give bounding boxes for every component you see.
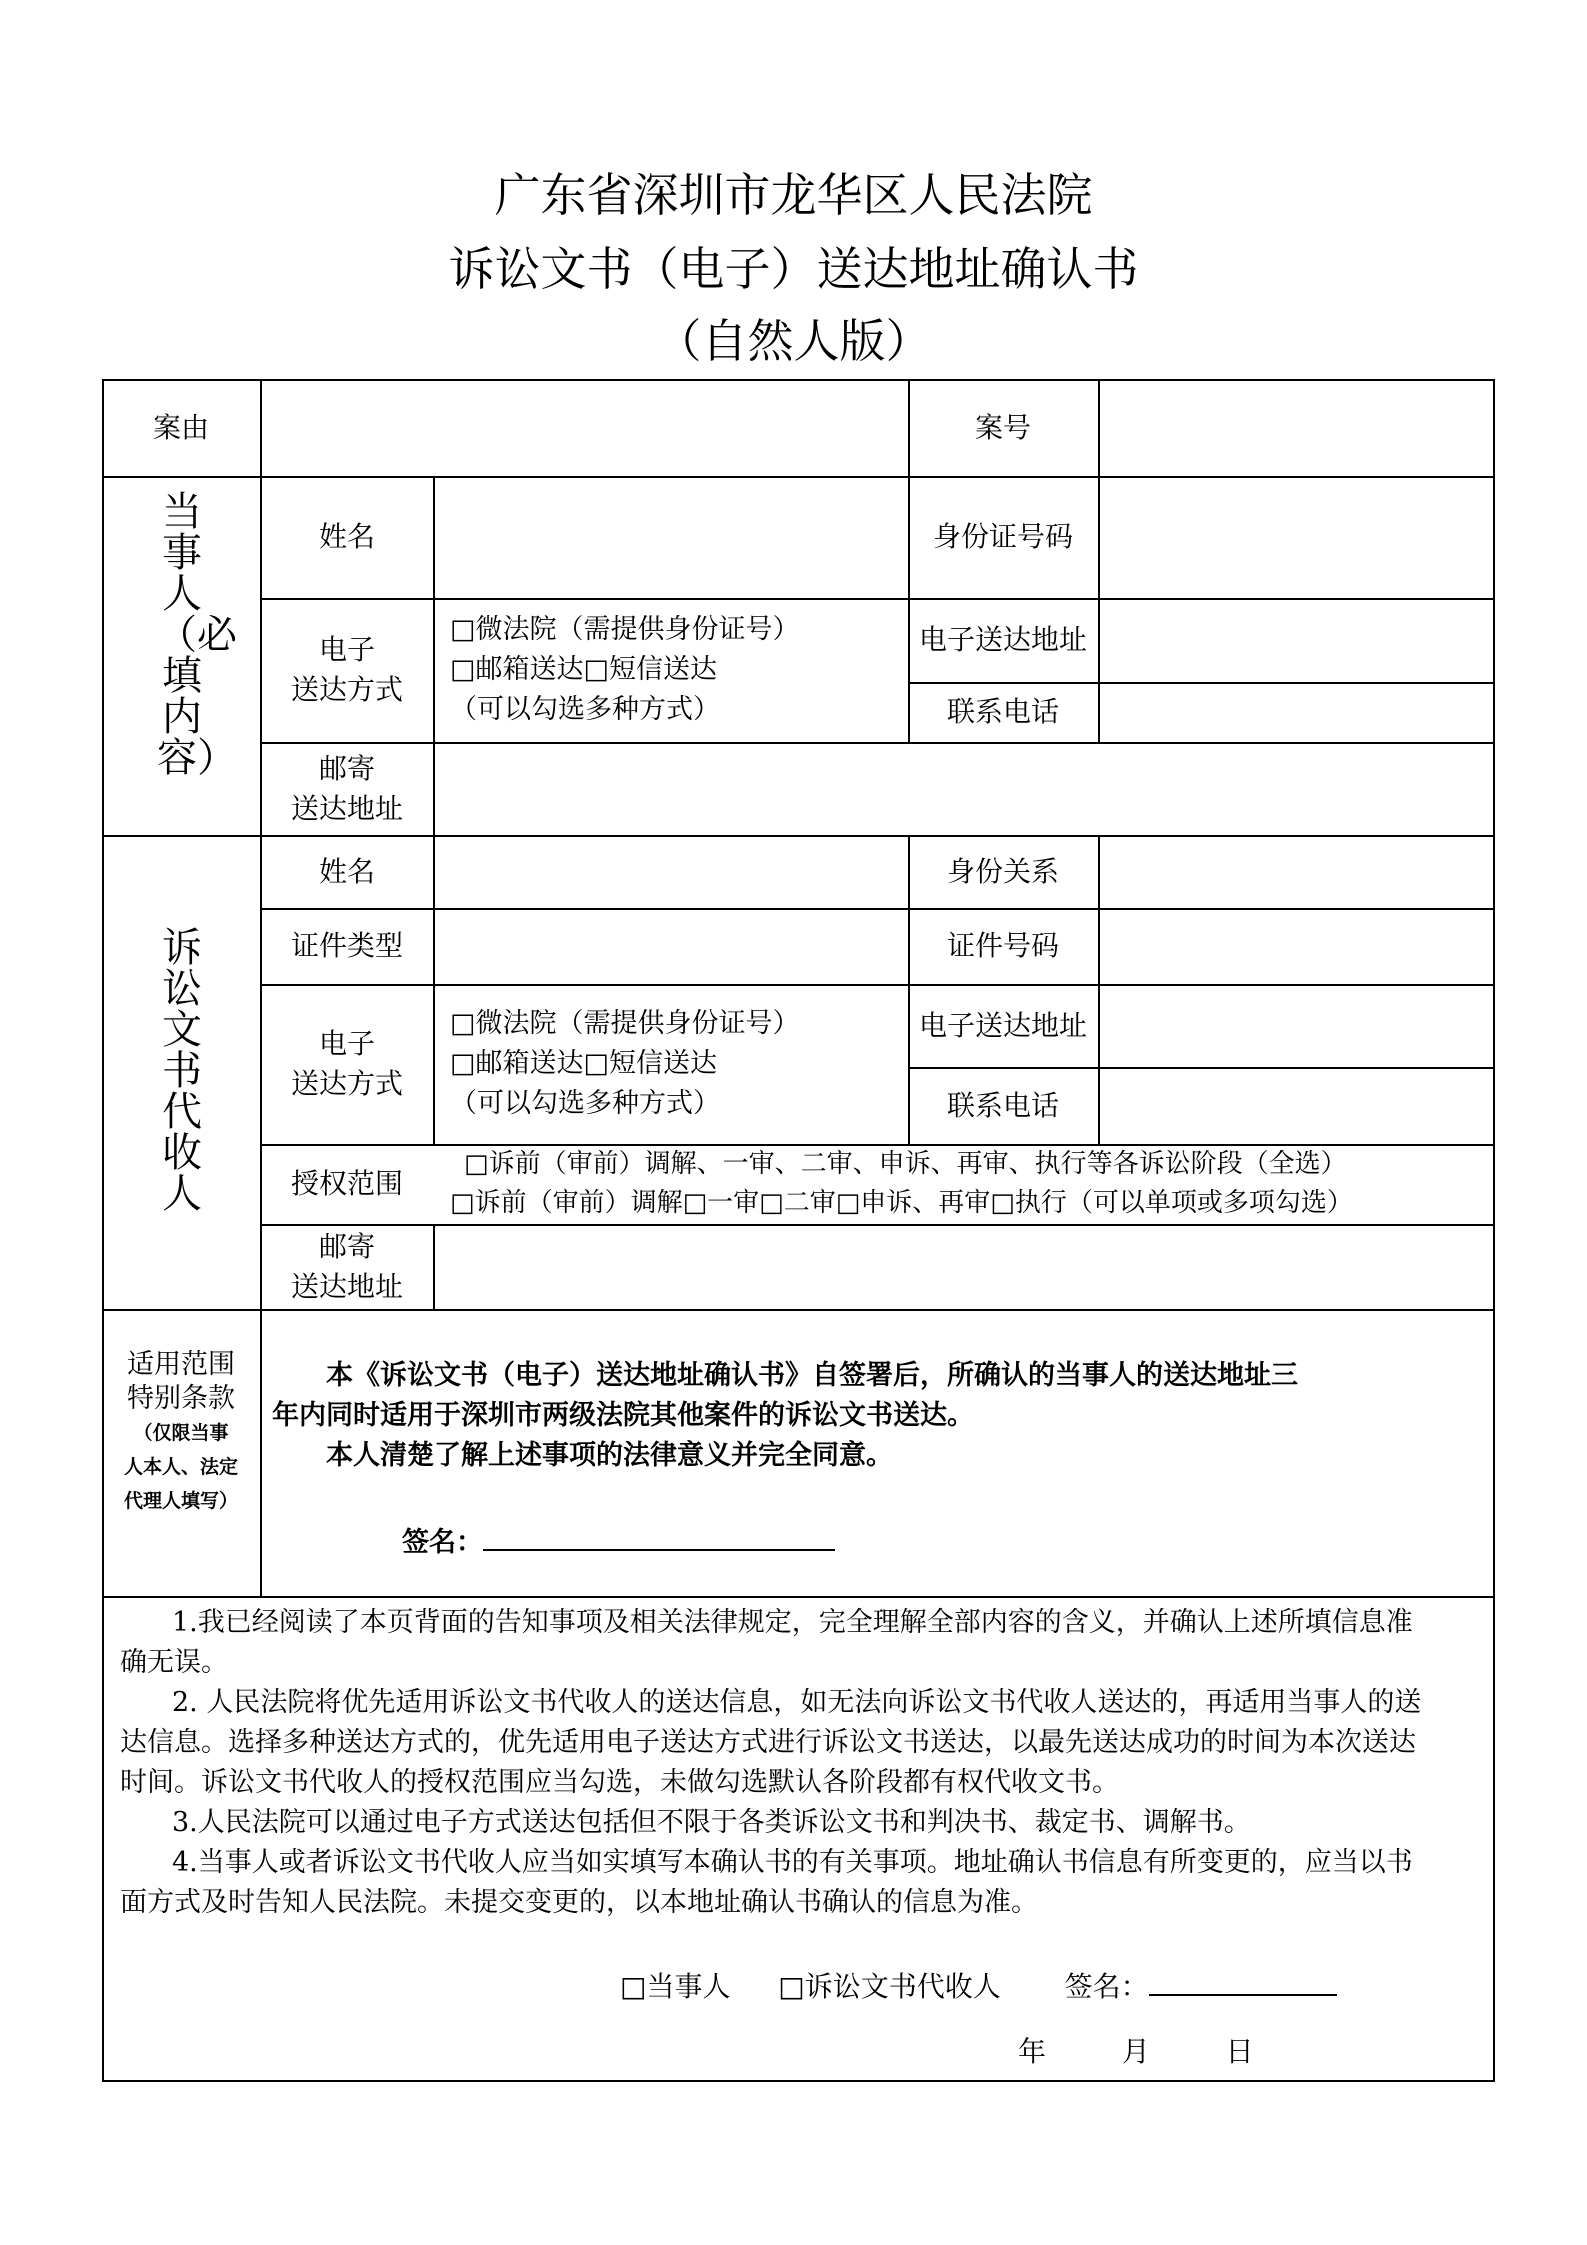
- agent-e-method-options[interactable]: [450, 1004, 800, 1124]
- special-clause-text: [272, 1356, 1490, 1476]
- party-name-label: 姓名: [318, 520, 375, 553]
- special-signature: [402, 1520, 835, 1559]
- agent-e-address-field[interactable]: [1099, 984, 1495, 1067]
- party-option-email-sms[interactable]: □邮箱送达□短信送达: [450, 654, 718, 685]
- special-note-3: 代理人填写）: [123, 1490, 238, 1512]
- note-1-line-2: 确无误。: [120, 1647, 228, 1678]
- special-note-1: （仅限当事: [133, 1422, 229, 1444]
- agent-section-label: 诉讼文书代收人: [162, 925, 202, 1217]
- footer-month: 月: [1121, 2035, 1150, 2068]
- agent-mail-label-2: 送达地址: [290, 1269, 403, 1303]
- document-title: 诉讼文书（电子）送达地址确认书: [448, 242, 1139, 296]
- party-e-method-label: [261, 598, 433, 742]
- note-2-line-1: 2. 人民法院将优先适用诉讼文书代收人的送达信息，如无法向诉讼文书代收人送达的，再适用当事人的送: [172, 1687, 1422, 1718]
- case-number-label: 案号: [974, 410, 1031, 444]
- party-mail-label-1: 邮寄: [318, 751, 375, 785]
- party-phone-label: 联系电话: [946, 695, 1059, 728]
- agent-mail-address-field[interactable]: [434, 1224, 1495, 1309]
- party-id-label: 身份证号码: [932, 520, 1073, 553]
- document-edition: （自然人版）: [655, 314, 932, 368]
- cause-field[interactable]: [261, 379, 907, 476]
- party-e-method-options[interactable]: [450, 610, 800, 730]
- agent-name-label: 姓名: [318, 854, 375, 888]
- agent-option-email-sms[interactable]: □邮箱送达□短信送达: [450, 1048, 718, 1079]
- special-label-1: 适用范围: [127, 1349, 235, 1380]
- party-section-label: 当事人（必填内容）: [157, 489, 237, 781]
- party-e-method-label-1: 电子: [318, 633, 375, 666]
- special-label-2: 特别条款: [127, 1383, 235, 1414]
- footer-sign-field[interactable]: [1149, 1966, 1337, 1996]
- party-option-wechat-court[interactable]: □微法院（需提供身份证号）: [450, 614, 800, 645]
- footer-date: [1018, 2030, 1254, 2070]
- agent-scope-individual[interactable]: □诉前（审前）调解□一审□二审□申诉、再审□执行（可以单项或多项勾选）: [450, 1188, 1353, 1218]
- footer-option-agent[interactable]: □诉讼文书代收人: [778, 1970, 1001, 2003]
- row-divider: [102, 1309, 1495, 1311]
- note-2: [120, 1683, 1485, 1803]
- agent-cert-number-field[interactable]: [1099, 908, 1495, 984]
- note-4-line-2: 面方式及时告知人民法院。未提交变更的，以本地址确认书确认的信息为准。: [120, 1887, 1038, 1918]
- note-2-line-2: 达信息。选择多种送达方式的，优先适用电子送达方式进行诉讼文书送达，以最先送达成功的时间为本次送达: [120, 1727, 1416, 1758]
- special-text-line-3: 本人清楚了解上述事项的法律意义并完全同意。: [326, 1440, 893, 1471]
- note-1: [120, 1603, 1485, 1683]
- case-number-field[interactable]: [1099, 379, 1495, 476]
- note-4: [120, 1843, 1485, 1923]
- party-e-method-label-2: 送达方式: [290, 673, 403, 706]
- special-text-line-1: 本《诉讼文书（电子）送达地址确认书》自签署后，所确认的当事人的送达地址三: [326, 1360, 1298, 1391]
- party-e-address-label: 电子送达地址: [918, 623, 1087, 656]
- agent-cert-number-label: 证件号码: [946, 929, 1059, 962]
- agent-scope-all[interactable]: □诉前（审前）调解、一审、二审、申诉、再审、执行等各诉讼阶段（全选）: [464, 1149, 1347, 1179]
- agent-relation-field[interactable]: [1099, 835, 1495, 908]
- special-note-2: 人本人、法定: [123, 1456, 238, 1478]
- special-sign-label: 签名：: [402, 1527, 483, 1558]
- note-4-line-1: 4.当事人或者诉讼文书代收人应当如实填写本确认书的有关事项。地址确认书信息有所变更的，应当以书: [172, 1847, 1413, 1878]
- agent-name-field[interactable]: [434, 835, 908, 908]
- note-2-line-3: 时间。诉讼文书代收人的授权范围应当勾选，未做勾选默认各阶段都有权代收文书。: [120, 1767, 1119, 1798]
- footer-option-party[interactable]: □当事人: [620, 1970, 731, 2003]
- agent-cert-type-field[interactable]: [434, 908, 908, 984]
- agent-e-method-label: [261, 984, 433, 1144]
- agent-mail-label-1: 邮寄: [318, 1229, 375, 1263]
- agent-phone-label: 联系电话: [946, 1088, 1059, 1122]
- court-name: 广东省深圳市龙华区人民法院: [494, 168, 1093, 222]
- cause-label: 案由: [152, 410, 209, 444]
- party-mail-label: [261, 742, 433, 835]
- agent-e-method-label-1: 电子: [318, 1027, 375, 1060]
- party-option-note: （可以勾选多种方式）: [450, 694, 720, 725]
- agent-option-wechat-court[interactable]: □微法院（需提供身份证号）: [450, 1008, 800, 1039]
- agent-option-note: （可以勾选多种方式）: [450, 1088, 720, 1119]
- agent-cert-type-label: 证件类型: [290, 929, 403, 962]
- footer-year: 年: [1018, 2035, 1047, 2068]
- agent-phone-field[interactable]: [1099, 1067, 1495, 1144]
- party-phone-field[interactable]: [1099, 682, 1495, 742]
- agent-relation-label: 身份关系: [946, 854, 1059, 888]
- footer-signature-row: [620, 1965, 1337, 2005]
- agent-scope-options[interactable]: [450, 1145, 1353, 1223]
- note-1-line-1: 1.我已经阅读了本页背面的告知事项及相关法律规定，完全理解全部内容的含义，并确认上述所填信息准: [172, 1607, 1413, 1638]
- special-clause-label: [102, 1348, 260, 1518]
- footer-sign-label: 签名：: [1064, 1970, 1149, 2003]
- footer-day: 日: [1225, 2035, 1254, 2068]
- agent-mail-label: [261, 1224, 433, 1309]
- note-3: 3.人民法院可以通过电子方式送达包括但不限于各类诉讼文书和判决书、裁定书、调解书。: [172, 1807, 1251, 1838]
- party-e-address-field[interactable]: [1099, 598, 1495, 682]
- agent-scope-label: 授权范围: [290, 1167, 403, 1200]
- notes-block: [120, 1603, 1485, 1923]
- party-name-field[interactable]: [434, 476, 908, 598]
- row-divider: [102, 1596, 1495, 1598]
- special-text-line-2: 年内同时适用于深圳市两级法院其他案件的诉讼文书送达。: [272, 1400, 974, 1431]
- party-id-field[interactable]: [1099, 476, 1495, 598]
- special-sign-field[interactable]: [483, 1521, 835, 1551]
- party-mail-label-2: 送达地址: [290, 791, 403, 825]
- agent-e-method-label-2: 送达方式: [290, 1067, 403, 1100]
- party-mail-address-field[interactable]: [434, 742, 1495, 835]
- agent-e-address-label: 电子送达地址: [918, 1008, 1087, 1042]
